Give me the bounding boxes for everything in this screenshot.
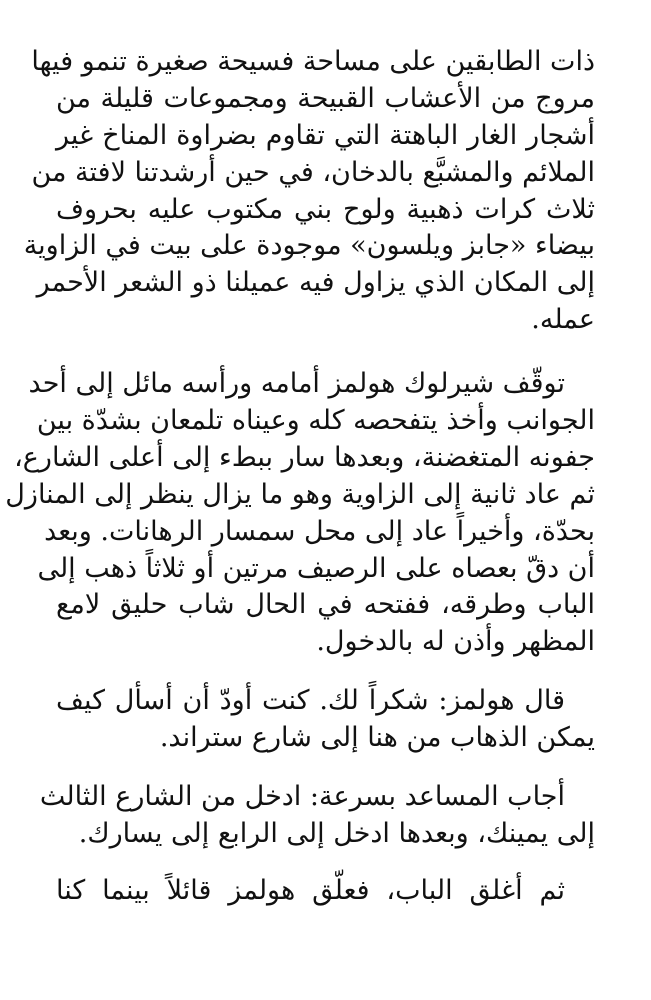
text-line: الجوانب وأخذ يتفحصه كله وعيناه تلمعان بشدّة بين bbox=[36, 405, 595, 437]
book-page bbox=[5, 44, 595, 1000]
paragraph-1 bbox=[23, 44, 595, 339]
text-line: ذات الطابقين على مساحة فسيحة صغيرة تنمو فيها bbox=[31, 46, 595, 77]
text-line: توقّف شيرلوك هولمز أمامه ورأسه مائل إلى أحد bbox=[28, 368, 565, 400]
text-line: الملائم والمشبَّع بالدخان، في حين أرشدتنا لافتة من bbox=[31, 156, 595, 188]
text-line: قال هولمز: شكراً لك. كنت أودّ أن أسأل كيف bbox=[56, 685, 565, 717]
paragraph-5 bbox=[56, 873, 595, 910]
text-line: الباب وطرقه، ففتحه في الحال شاب حليق لامع bbox=[56, 589, 595, 621]
text-line: مروج من الأعشاب القبيحة ومجموعات قليلة من bbox=[56, 82, 595, 114]
text-line: ثم أغلق الباب، فعلّق هولمز قائلاً بينما كنا bbox=[56, 874, 565, 906]
text-line: المظهر وأذن له بالدخول. bbox=[316, 626, 595, 658]
text-line: بيضاء «جابز ويلسون» موجودة على بيت في الزاوية bbox=[23, 230, 595, 262]
text-line: بحدّة، وأخيراً عاد إلى محل سمسار الرهانات. وبعد bbox=[44, 515, 595, 547]
paragraph-3 bbox=[56, 683, 595, 757]
text-line: ثم عاد ثانية إلى الزاوية وهو ما يزال ينظر إلى المنازل bbox=[5, 478, 595, 510]
text-line: أشجار الغار الباهتة التي تقاوم بضراوة المناخ غير bbox=[56, 119, 595, 151]
text-line: أجاب المساعد بسرعة: ادخل من الشارع الثالث bbox=[39, 781, 565, 813]
paragraph-4 bbox=[39, 779, 595, 853]
text-line: إلى المكان الذي يزاول فيه عميلنا ذو الشعر الأحمر bbox=[36, 267, 595, 299]
text-line: أن دقّ بعصاه على الرصيف مرتين أو ثلاثاً ذهب إلى bbox=[37, 552, 595, 584]
paragraph-2 bbox=[5, 366, 595, 661]
text-line: إلى يمينك، وبعدها ادخل إلى الرابع إلى يسارك. bbox=[78, 817, 595, 849]
text-line: عمله. bbox=[531, 304, 595, 336]
text-line: يمكن الذهاب من هنا إلى شارع ستراند. bbox=[159, 722, 595, 754]
text-line: ثلاث كرات ذهبية ولوح بني مكتوب عليه بحروف bbox=[56, 193, 595, 225]
text-line: جفونه المتغضنة، وبعدها سار ببطء إلى أعلى الشارع، bbox=[14, 441, 595, 473]
